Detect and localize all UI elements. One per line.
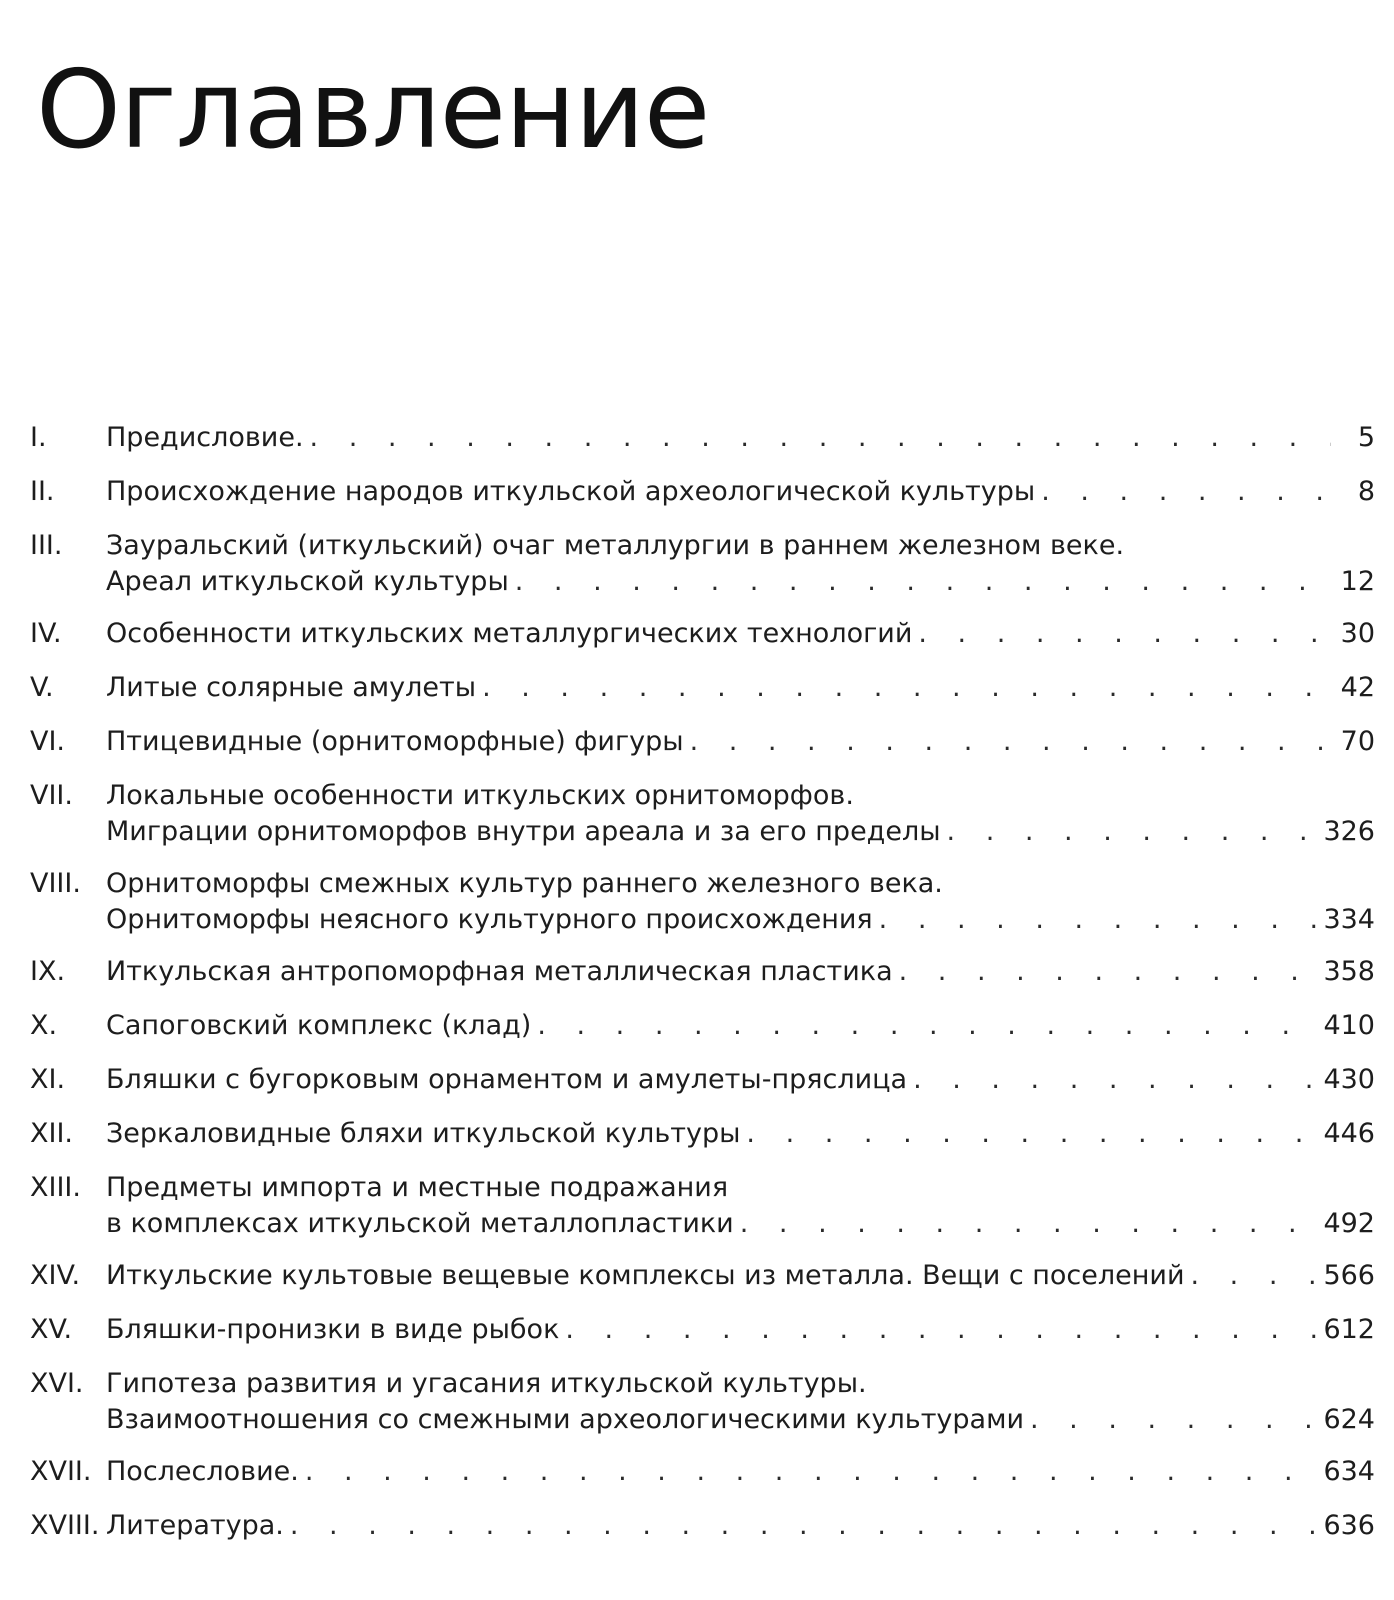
entry-title-row — [106, 1258, 1375, 1294]
dot-leader — [907, 1062, 1323, 1098]
entry-body — [106, 866, 1375, 938]
page-number: 5 — [1357, 422, 1375, 453]
dot-leader — [912, 616, 1331, 652]
dot-leader — [873, 902, 1324, 938]
chapter-title: Зеркаловидные бляхи иткульской культуры — [106, 1118, 741, 1149]
page-number: 430 — [1323, 1064, 1375, 1095]
entry-title-row — [106, 724, 1375, 760]
chapter-number: III. — [30, 530, 63, 561]
entry-body — [106, 954, 1375, 990]
entry-body — [106, 1508, 1375, 1544]
toc-entry[interactable] — [30, 724, 1375, 760]
chapter-title-line-2: Взаимоотношения со смежными археологическими культурами — [106, 1404, 1025, 1435]
chapter-number: XVIII. — [30, 1510, 100, 1541]
entry-body — [106, 1062, 1375, 1098]
chapter-title-line-2: Миграции орнитоморфов внутри ареала и за его пределы — [106, 816, 941, 847]
chapter-title-line-1: Гипотеза развития и угасания иткульской культуры. — [106, 1368, 867, 1399]
chapter-title-line-1: Зауральский (иткульский) очаг металлургии в раннем железном веке. — [106, 530, 1125, 561]
toc-entry[interactable] — [30, 1008, 1375, 1044]
entry-title-row — [106, 1402, 1375, 1438]
page-number: 326 — [1323, 816, 1375, 847]
chapter-number: XV. — [30, 1314, 73, 1345]
entry-body — [106, 616, 1375, 652]
page-number: 634 — [1323, 1456, 1375, 1487]
chapter-number: VI. — [30, 726, 66, 757]
chapter-title: Литература. — [106, 1510, 284, 1541]
entry-body — [106, 1170, 1375, 1242]
toc-entry[interactable] — [30, 778, 1375, 850]
entry-title-row — [106, 954, 1375, 990]
page-number: 446 — [1323, 1118, 1375, 1149]
dot-leader — [740, 1116, 1323, 1152]
chapter-title: Бляшки с бугорковым орнаментом и амулеты-пряслица — [106, 1064, 908, 1095]
entry-body — [106, 724, 1375, 760]
dot-leader — [1185, 1258, 1324, 1294]
page-number: 612 — [1323, 1314, 1375, 1345]
entry-body — [106, 670, 1375, 706]
dot-leader — [284, 1508, 1324, 1544]
page-number: 42 — [1340, 672, 1375, 703]
page-number: 566 — [1323, 1260, 1375, 1291]
page-number: 358 — [1323, 956, 1375, 987]
page-number: 8 — [1357, 476, 1375, 507]
entry-body — [106, 1008, 1375, 1044]
chapter-number: X. — [30, 1010, 58, 1041]
entry-title-row — [106, 420, 1375, 456]
toc-entry[interactable] — [30, 1508, 1375, 1544]
chapter-title-line-2: Ареал иткульской культуры — [106, 566, 509, 597]
chapter-number: IX. — [30, 956, 66, 987]
entry-body — [106, 528, 1375, 600]
chapter-title: Сапоговский комплекс (клад) — [106, 1010, 532, 1041]
chapter-title-line-2: Орнитоморфы неясного культурного происхождения — [106, 904, 873, 935]
page-number: 636 — [1323, 1510, 1375, 1541]
toc-entry[interactable] — [30, 1170, 1375, 1242]
chapter-title-line-1: Локальные особенности иткульских орнитоморфов. — [106, 780, 854, 811]
chapter-number: VIII. — [30, 868, 81, 899]
page-number: 334 — [1323, 904, 1375, 935]
toc-entry[interactable] — [30, 670, 1375, 706]
dot-leader — [509, 564, 1331, 600]
chapter-number: I. — [30, 422, 47, 453]
dot-leader — [684, 724, 1331, 760]
chapter-number: V. — [30, 672, 54, 703]
entry-title-row — [106, 1312, 1375, 1348]
page-number: 624 — [1323, 1404, 1375, 1435]
chapter-title: Особенности иткульских металлургических технологий — [106, 618, 913, 649]
chapter-title: Иткульские культовые вещевые комплексы из металла. Вещи с поселений — [106, 1260, 1185, 1291]
chapter-number: IV. — [30, 618, 62, 649]
chapter-number: XVI. — [30, 1368, 84, 1399]
toc-entry[interactable] — [30, 420, 1375, 456]
entry-title-row — [106, 1454, 1375, 1490]
entry-title-row — [106, 902, 1375, 938]
entry-body — [106, 1116, 1375, 1152]
entry-body — [106, 1312, 1375, 1348]
table-of-contents — [30, 420, 1375, 1562]
dot-leader — [1035, 474, 1331, 510]
entry-title-row — [106, 474, 1375, 510]
entry-body — [106, 1258, 1375, 1294]
chapter-title-line-1: Орнитоморфы смежных культур раннего железного века. — [106, 868, 943, 899]
chapter-title: Послесловие. — [106, 1456, 299, 1487]
entry-title-row — [106, 1116, 1375, 1152]
chapter-title: Происхождение народов иткульской археологической культуры — [106, 476, 1036, 507]
toc-entry[interactable] — [30, 616, 1375, 652]
page-number: 30 — [1340, 618, 1375, 649]
entry-body — [106, 778, 1375, 850]
entry-title-row — [106, 1206, 1375, 1242]
page-number: 70 — [1340, 726, 1375, 757]
chapter-number: VII. — [30, 780, 73, 811]
entry-title-row — [106, 670, 1375, 706]
toc-entry[interactable] — [30, 1062, 1375, 1098]
toc-entry[interactable] — [30, 1366, 1375, 1438]
dot-leader — [893, 954, 1324, 990]
toc-entry[interactable] — [30, 528, 1375, 600]
page-number: 12 — [1340, 566, 1375, 597]
chapter-title-line-2: в комплексах иткульской металлопластики — [106, 1208, 734, 1239]
entry-body — [106, 1454, 1375, 1490]
chapter-number: XIII. — [30, 1172, 81, 1203]
dot-leader — [1024, 1402, 1323, 1438]
entry-title-row — [106, 1008, 1375, 1044]
entry-title-row — [106, 616, 1375, 652]
dot-leader — [299, 1454, 1324, 1490]
dot-leader — [476, 670, 1331, 706]
chapter-number: II. — [30, 476, 55, 507]
entry-title-row — [106, 814, 1375, 850]
page-title: Оглавление — [36, 48, 710, 173]
entry-body — [106, 420, 1375, 456]
page-number: 492 — [1323, 1208, 1375, 1239]
dot-leader — [734, 1206, 1324, 1242]
chapter-number: XI. — [30, 1064, 66, 1095]
toc-entry[interactable] — [30, 866, 1375, 938]
dot-leader — [304, 420, 1331, 456]
page-number: 410 — [1323, 1010, 1375, 1041]
chapter-title-line-1: Предметы импорта и местные подражания — [106, 1172, 729, 1203]
entry-body — [106, 1366, 1375, 1438]
chapter-title: Предисловие. — [106, 422, 304, 453]
toc-entry[interactable] — [30, 1312, 1375, 1348]
chapter-number: XVII. — [30, 1456, 92, 1487]
chapter-title: Птицевидные (орнитоморфные) фигуры — [106, 726, 684, 757]
entry-title-row — [106, 564, 1375, 600]
toc-entry[interactable] — [30, 954, 1375, 990]
entry-title-row — [106, 1508, 1375, 1544]
dot-leader — [559, 1312, 1323, 1348]
chapter-title: Бляшки-пронизки в виде рыбок — [106, 1314, 560, 1345]
dot-leader — [941, 814, 1324, 850]
entry-title-row — [106, 1062, 1375, 1098]
toc-entry[interactable] — [30, 1258, 1375, 1294]
chapter-number: XII. — [30, 1118, 74, 1149]
chapter-title: Иткульская антропоморфная металлическая пластика — [106, 956, 893, 987]
chapter-number: XIV. — [30, 1260, 81, 1291]
chapter-title: Литые солярные амулеты — [106, 672, 477, 703]
toc-entry[interactable] — [30, 474, 1375, 510]
toc-entry[interactable] — [30, 1116, 1375, 1152]
dot-leader — [531, 1008, 1323, 1044]
toc-entry[interactable] — [30, 1454, 1375, 1490]
entry-body — [106, 474, 1375, 510]
